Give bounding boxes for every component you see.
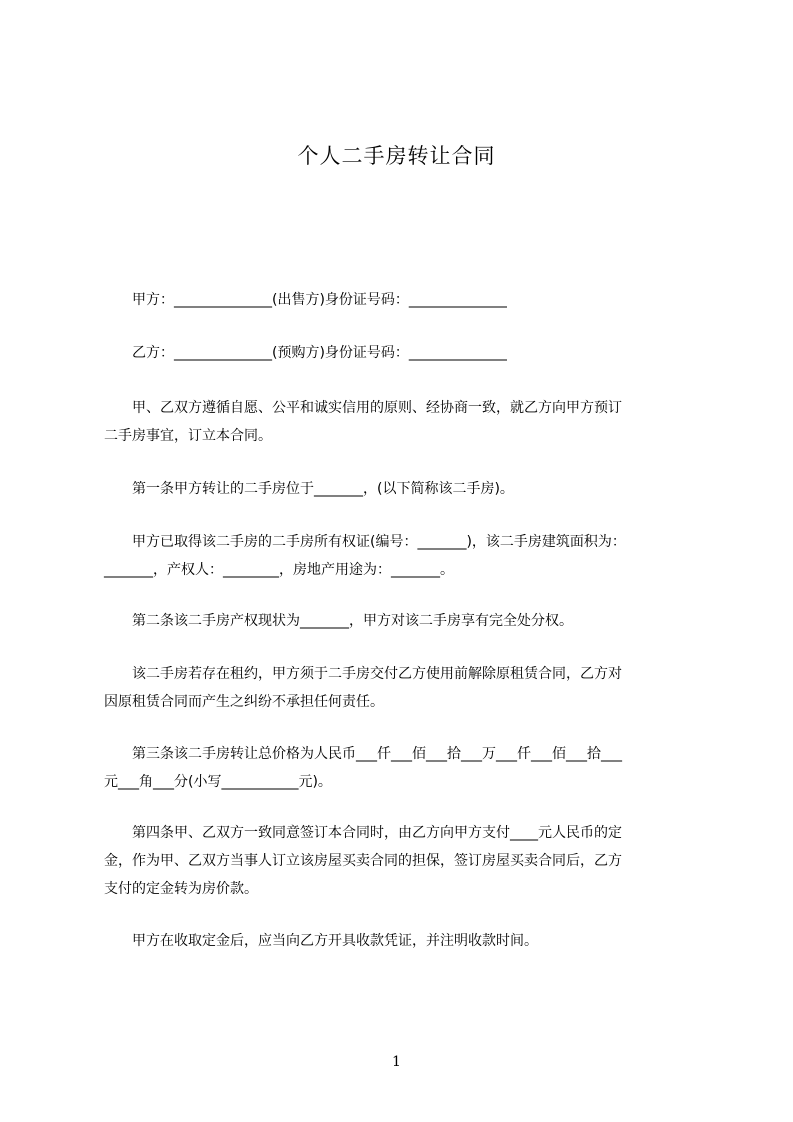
paragraph-line: 因原租赁合同而产生之纠纷不承担任何责任。 — [104, 694, 384, 710]
paragraph-line: 乙方：______________(预购方)身份证号码：______________ — [104, 345, 507, 361]
paragraph-article-4 — [104, 819, 702, 903]
paragraph-line: 甲方：______________(出售方)身份证号码：______________ — [104, 292, 507, 308]
paragraph-line: 第一条甲方转让的二手房位于_______，(以下简称该二手房)。 — [104, 481, 514, 497]
paragraph-line: 甲方已取得该二手房的二手房所有权证(编号：_______)，该二手房建筑面积为： — [104, 534, 626, 550]
paragraph-party-a — [104, 286, 702, 314]
paragraph-line: 第三条该二手房转让总价格为人民币___仟___佰___拾___万___仟___佰___拾___ — [104, 746, 622, 762]
paragraph-line: 该二手房若存在租约，甲方须于二手房交付乙方使用前解除原租赁合同，乙方对 — [104, 666, 622, 682]
paragraph-ownership-certificate — [104, 528, 702, 584]
paragraph-line: 元___角___分(小写___________元)。 — [104, 774, 332, 790]
paragraph-line: 第二条该二手房产权现状为_______，甲方对该二手房享有完全处分权。 — [104, 613, 573, 629]
paragraph-article-3 — [104, 740, 702, 796]
paragraph-preamble — [104, 394, 702, 450]
paragraph-line: _______，产权人：________，房地产用途为：_______。 — [104, 562, 454, 578]
paragraph-article-2 — [104, 607, 702, 635]
paragraph-line: 二手房事宜，订立本合同。 — [104, 428, 272, 444]
paragraph-deposit-receipt — [104, 927, 702, 955]
paragraph-line: 甲、乙双方遵循自愿、公平和诚实信用的原则、经协商一致，就乙方向甲方预订 — [104, 400, 622, 416]
paragraph-line: 支付的定金转为房价款。 — [104, 881, 258, 897]
page-number: 1 — [392, 1054, 401, 1070]
paragraph-line: 甲方在收取定金后，应当向乙方开具收款凭证，并注明收款时间。 — [104, 933, 538, 949]
paragraph-party-b — [104, 339, 702, 367]
paragraph-article-1 — [104, 475, 702, 503]
document-title: 个人二手房转让合同 — [297, 144, 496, 168]
paragraph-line: 金，作为甲、乙双方当事人订立该房屋买卖合同的担保，签订房屋买卖合同后，乙方 — [104, 853, 622, 869]
paragraph-line: 第四条甲、乙双方一致同意签订本合同时，由乙方向甲方支付____元人民币的定 — [104, 825, 622, 841]
paragraph-lease — [104, 660, 702, 716]
